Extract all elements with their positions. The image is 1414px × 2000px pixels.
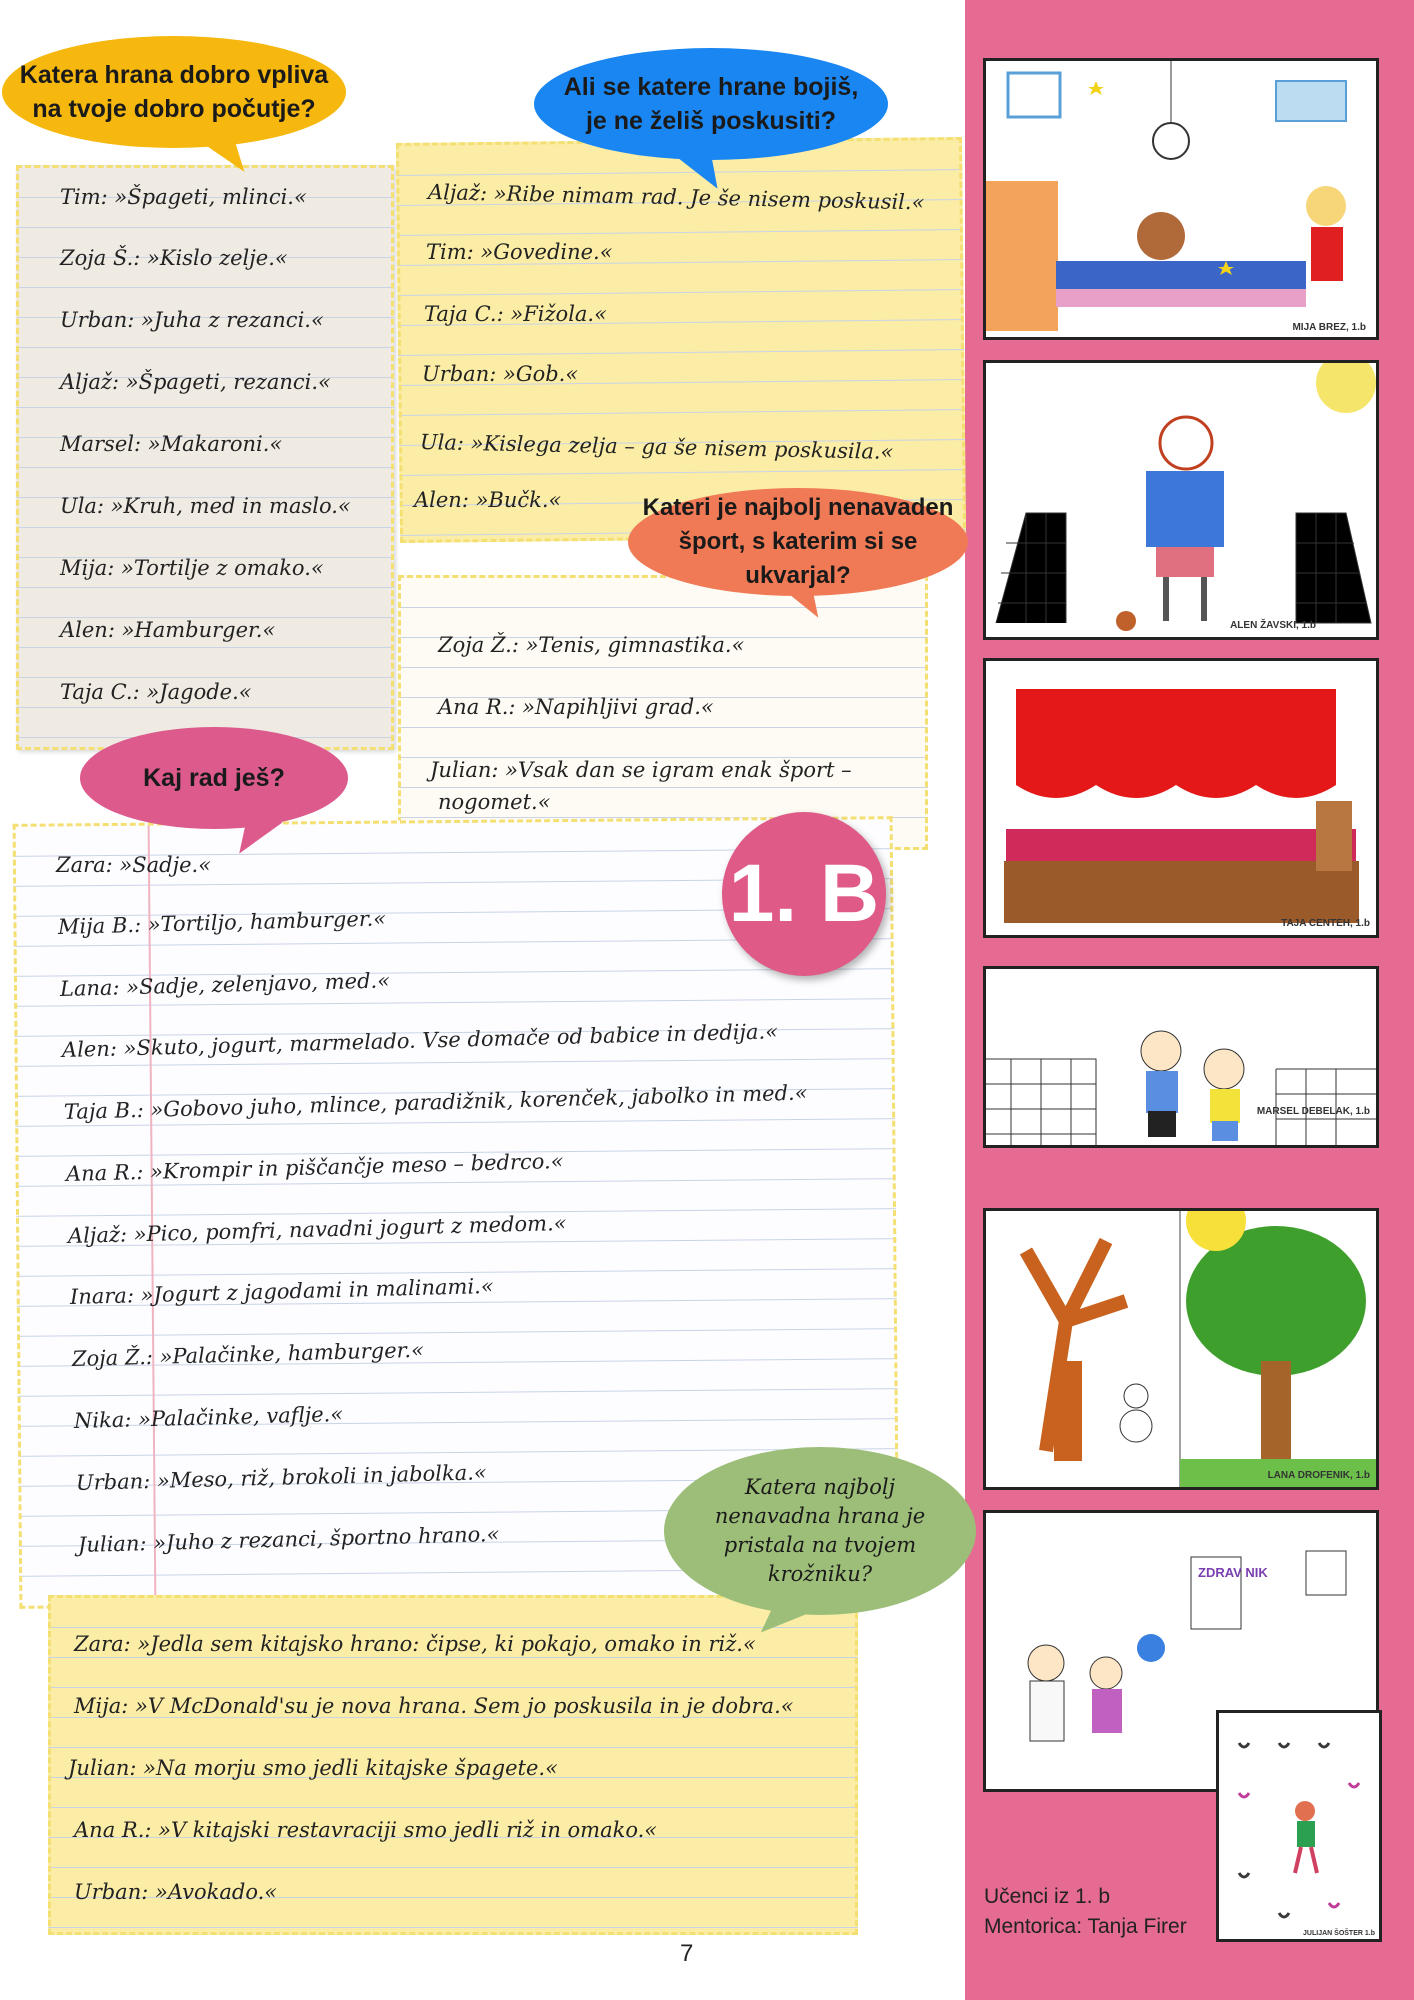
bubble-text: pristala na tvojem xyxy=(723,1533,917,1557)
list-item: Aljaž: »Pico, pomfri, navadni jogurt z medom.« xyxy=(67,1210,567,1248)
bubble-text: Kaj rad ješ? xyxy=(143,763,285,792)
drawing-caption: MIJA BREZ, 1.b xyxy=(1292,322,1366,333)
list-item: nogomet.« xyxy=(438,790,551,814)
list-item: Urban: »Avokado.« xyxy=(74,1880,278,1904)
list-item: Tim: »Govedine.« xyxy=(426,240,613,264)
list-item: Urban: »Juha z rezanci.« xyxy=(60,308,324,332)
bubble-text: krožniku? xyxy=(767,1562,873,1586)
list-item: Aljaž: »Ribe nimam rad. Je še nisem poskusil.« xyxy=(427,180,925,215)
list-item: Inara: »Jogurt z jagodami in malinami.« xyxy=(69,1273,494,1309)
bubble-afraid-food xyxy=(534,48,888,160)
drawing-caption: TAJA CENTEH, 1.b xyxy=(1281,918,1370,929)
bubble-text: šport, s katerim si se ukvarjal? xyxy=(678,528,918,589)
football-illustration xyxy=(986,363,1376,637)
bed-illustration xyxy=(986,661,1376,935)
bubble-text: Katera hrana dobro vpliva xyxy=(19,61,329,89)
list-item: Taja B.: »Gobovo juho, mlince, paradižnik, korenček, jabolko in med.« xyxy=(63,1080,808,1124)
list-item: Ula: »Kruh, med in maslo.« xyxy=(60,494,351,518)
list-item: Taja C.: »Jagode.« xyxy=(60,680,252,704)
bubble-unusual-sport xyxy=(628,488,968,596)
list-item: Mija: »V McDonald'su je nova hrana. Sem jo poskusila in je dobra.« xyxy=(74,1694,794,1718)
list-item: Julian: »Na morju smo jedli kitajske špagete.« xyxy=(68,1756,558,1780)
bubble-good-food xyxy=(2,36,346,148)
credits-mentor: Mentorica: Tanja Firer xyxy=(984,1915,1187,1938)
list-item: Ana R.: »Krompir in piščančje meso – bedrco.« xyxy=(65,1148,564,1186)
bubble-text: je ne želiš poskusiti? xyxy=(585,107,837,135)
list-item: Tim: »Špageti, mlinci.« xyxy=(60,185,307,209)
credits-class: Učenci iz 1. b xyxy=(984,1885,1111,1908)
list-item: Ana R.: »Napihljivi grad.« xyxy=(438,695,714,719)
doctor-sign: ZDRAV NIK xyxy=(1198,1565,1268,1580)
list-item: Ana R.: »V kitajski restavraciji smo jedli riž in omako.« xyxy=(74,1818,658,1842)
bubble-text: nenavadna hrana je xyxy=(714,1504,926,1528)
drawing-caption: JULIJAN ŠOŠTER 1.b xyxy=(1303,1930,1375,1937)
list-item: Julian: »Vsak dan se igram enak šport – xyxy=(430,758,852,782)
climbing-wall-illustration xyxy=(1219,1713,1379,1939)
list-item: Urban: »Meso, riž, brokoli in jabolka.« xyxy=(75,1460,487,1495)
bubble-text: Ali se katere hrane bojiš, xyxy=(563,73,859,101)
drawing-caption: LANA DROFENIK, 1.b xyxy=(1267,1470,1370,1481)
drawing-caption: MARSEL DEBELAK, 1.b xyxy=(1256,1106,1370,1117)
list-item: Zoja Ž.: »Palačinke, hamburger.« xyxy=(71,1337,425,1371)
list-item: Lana: »Sadje, zelenjavo, med.« xyxy=(59,968,391,1001)
list-item: Zara: »Sadje.« xyxy=(56,853,212,877)
class-badge: 1. B xyxy=(722,812,886,976)
list-item: Nika: »Palačinke, vaflje.« xyxy=(73,1401,344,1433)
drawing-climbing-wall xyxy=(1216,1710,1382,1942)
drawing-friends xyxy=(983,966,1379,1148)
drawing-football xyxy=(983,360,1379,640)
list-item: Mija: »Tortilje z omako.« xyxy=(60,556,324,580)
list-item: Zoja Š.: »Kislo zelje.« xyxy=(60,246,288,270)
list-item: Alen: »Hamburger.« xyxy=(60,618,276,642)
list-item: Alen: »Bučk.« xyxy=(414,488,562,512)
page-number: 7 xyxy=(680,1940,694,1967)
friends-illustration xyxy=(986,969,1376,1145)
list-item: Taja C.: »Fižola.« xyxy=(424,302,607,326)
list-item: Ula: »Kislega zelja – ga še nisem poskusila.« xyxy=(419,430,894,464)
list-item: Marsel: »Makaroni.« xyxy=(60,432,283,456)
trees-illustration xyxy=(986,1211,1376,1487)
drawing-trees xyxy=(983,1208,1379,1490)
bubble-like-to-eat xyxy=(80,727,348,829)
drawing-caption: ALEN ŽAVSKI, 1.b xyxy=(1230,620,1316,631)
list-item: Zoja Ž.: »Tenis, gimnastika.« xyxy=(438,633,745,657)
list-item: Zara: »Jedla sem kitajsko hrano: čipse, ki pokajo, omako in riž.« xyxy=(74,1632,756,1656)
bubble-text: Kateri je najbolj nenavaden xyxy=(642,494,954,521)
list-item: Urban: »Gob.« xyxy=(422,362,579,386)
bubble-text: na tvoje dobro počutje? xyxy=(32,95,316,123)
bubble-text: Katera najbolj xyxy=(744,1475,896,1499)
list-item: Mija B.: »Tortiljo, hamburger.« xyxy=(57,906,387,939)
drawing-bedroom xyxy=(983,58,1379,340)
list-item: Aljaž: »Špageti, rezanci.« xyxy=(60,370,331,394)
list-item: Julian: »Juho z rezanci, športno hrano.« xyxy=(77,1521,500,1557)
credits xyxy=(984,1882,1187,1942)
drawing-bed xyxy=(983,658,1379,938)
bubble-unusual-food xyxy=(664,1447,976,1615)
list-item: Alen: »Skuto, jogurt, marmelado. Vse domače od babice in dedija.« xyxy=(61,1019,779,1062)
bedroom-illustration xyxy=(986,61,1376,337)
